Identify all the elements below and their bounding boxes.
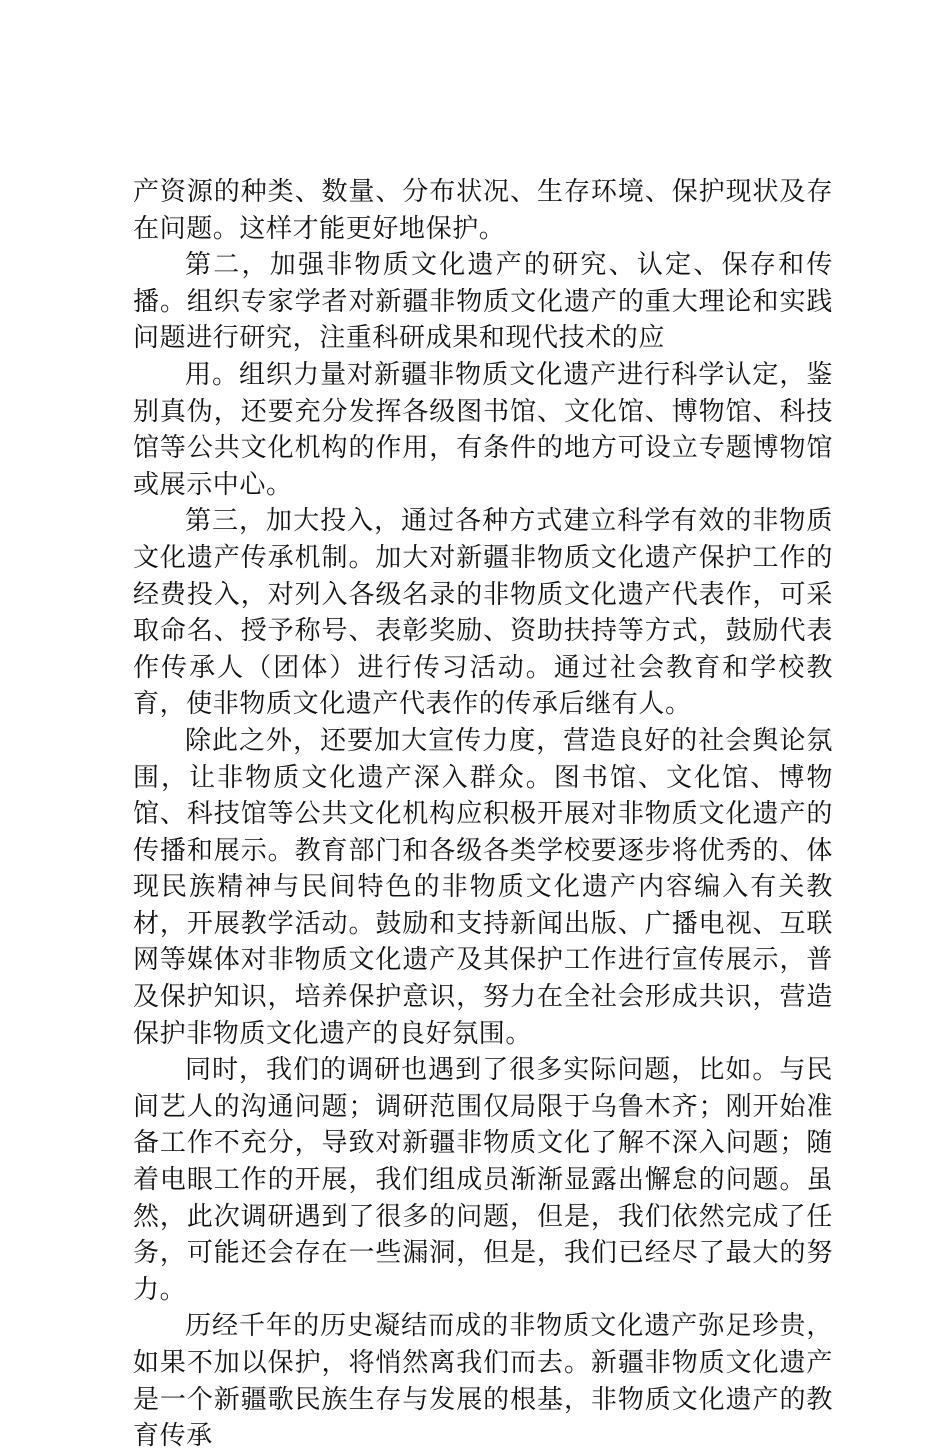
paragraph-problems: 同时，我们的调研也遇到了很多实际问题，比如。与民间艺人的沟通问题；调研范围仅局限于乌鲁木齐；刚开始准备工作不充分，导致对新疆非物质文化了解不深入问题；随着电眼工作的开展，我们组成员渐渐显露出懈怠的问题。虽然，此次调研遇到了很多的问题，但是，我们依然完成了任务，可能还会存在一些漏洞，但是，我们已经尽了最大的努力。 — [133, 1055, 833, 1305]
paragraph-conclusion: 历经千年的历史凝结而成的非物质文化遗产弥足珍贵，如果不加以保护，将悄然离我们而去。新疆非物质文化遗产是一个新疆歌民族生存与发展的根基，非物质文化遗产的教育传承 — [133, 1311, 833, 1452]
document-body — [133, 174, 833, 1455]
paragraph-second-point: 第二，加强非物质文化遗产的研究、认定、保存和传播。组织专家学者对新疆非物质文化遗产的重大理论和实践问题进行研究，注重科研成果和现代技术的应 — [133, 250, 833, 354]
paragraph-third-point: 第三，加大投入，通过各种方式建立科学有效的非物质文化遗产传承机制。加大对新疆非物质文化遗产保护工作的经费投入，对列入各级名录的非物质文化遗产代表作，可采取命名、授予称号、表彰奖励、资助扶持等方式，鼓励代表作传承人（团体）进行传习活动。通过社会教育和学校教育，使非物质文化遗产代表作的传承后继有人。 — [133, 506, 833, 720]
paragraph-publicity: 除此之外，还要加大宣传力度，营造良好的社会舆论氛围，让非物质文化遗产深入群众。图书馆、文化馆、博物馆、科技馆等公共文化机构应积极开展对非物质文化遗产的传播和展示。教育部门和各级各类学校要逐步将优秀的、体现民族精神与民间特色的非物质文化遗产内容编入有关教材，开展教学活动。鼓励和支持新闻出版、广播电视、互联网等媒体对非物质文化遗产及其保护工作进行宣传展示，普及保护知识，培养保护意识，努力在全社会形成共识，营造保护非物质文化遗产的良好氛围。 — [133, 725, 833, 1049]
paragraph-second-point-continued: 用。组织力量对新疆非物质文化遗产进行科学认定，鉴别真伪，还要充分发挥各级图书馆、文化馆、博物馆、科技馆等公共文化机构的作用，有条件的地方可设立专题博物馆或展示中心。 — [133, 359, 833, 500]
paragraph-continuation: 产资源的种类、数量、分布状况、生存环境、保护现状及存在问题。这样才能更好地保护。 — [133, 177, 833, 244]
